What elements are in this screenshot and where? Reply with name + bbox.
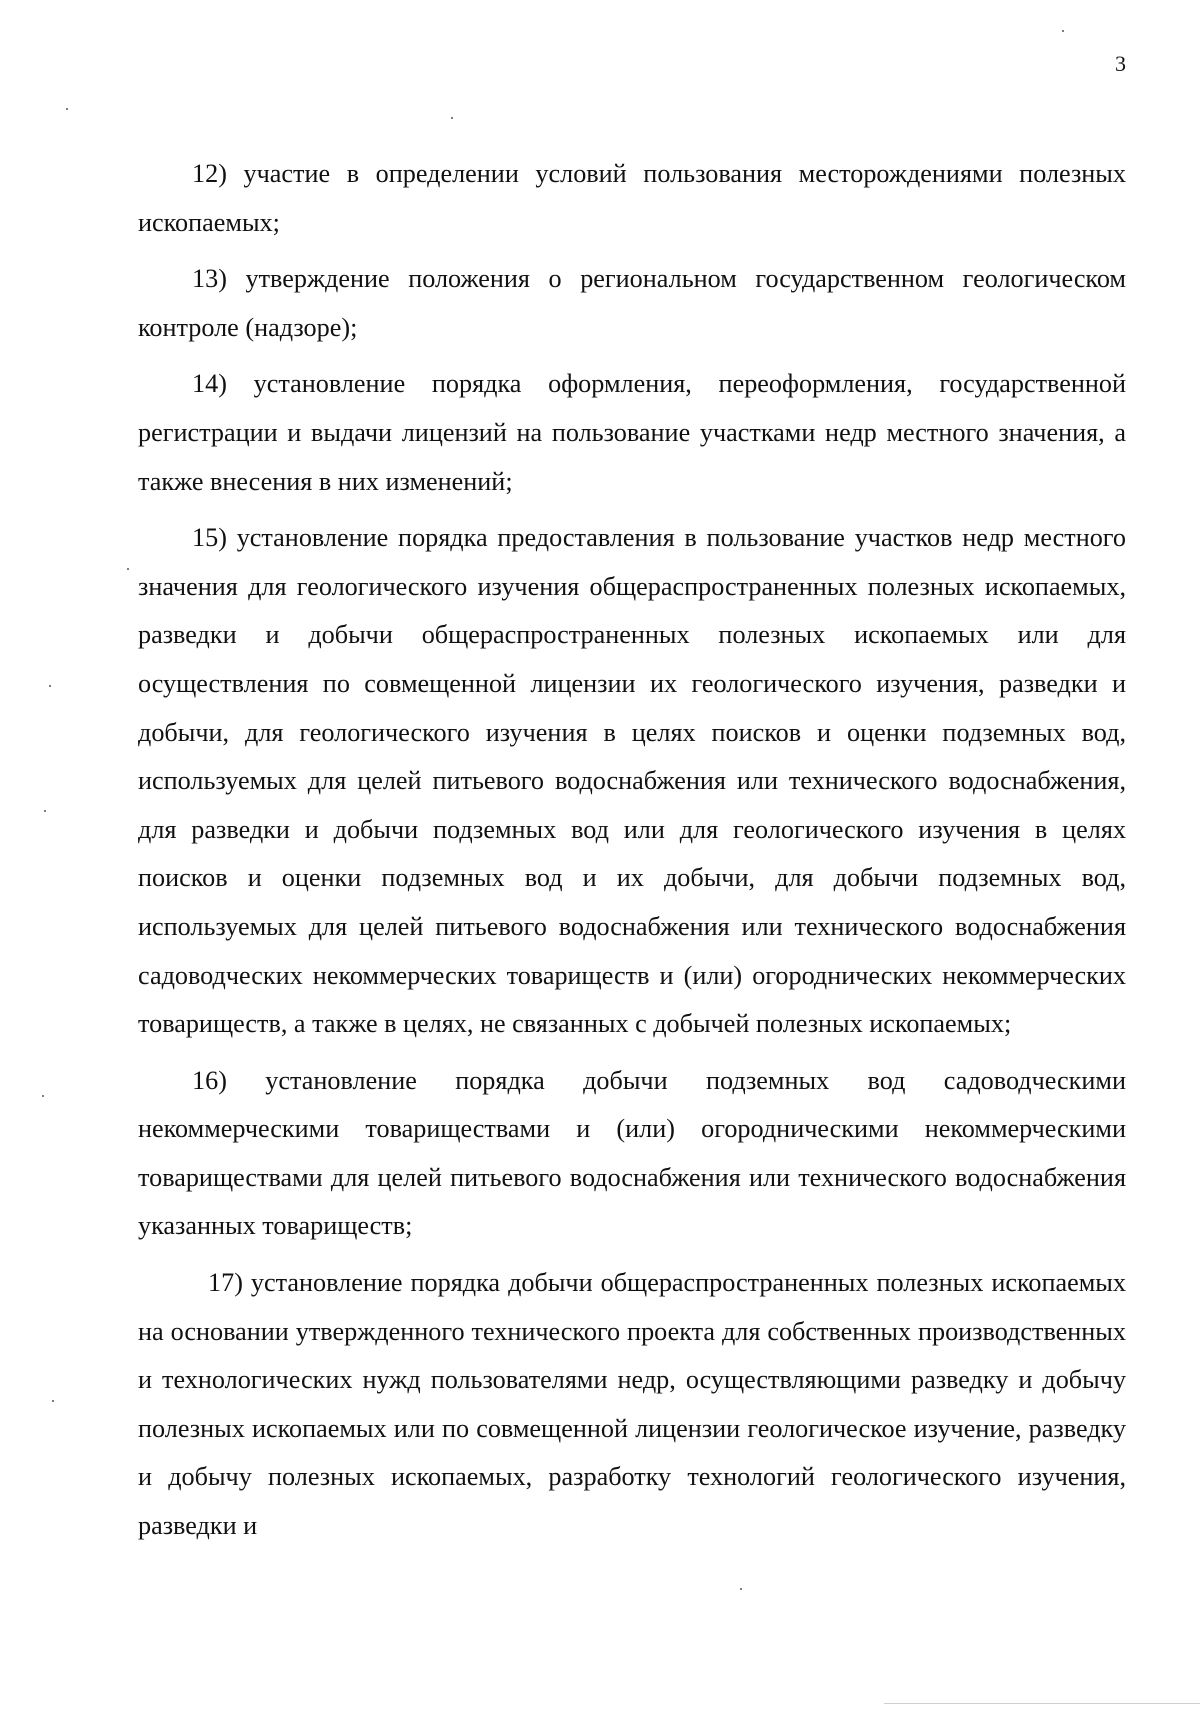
scan-speck — [49, 685, 51, 687]
paragraph-item-15: 15) установление порядка предоставления в пользование участков недр местного значения для геологического изучения общераспространенных полезных ископаемых, разведки и добычи общераспространенных полезных ископаемых или для осуществления по совмещенной лицензии их геологического изучения, разведки и добычи, для геологического изучения в целях поисков и оценки подземных вод, используемых для целей питьевого водоснабжения или технического водоснабжения, для разведки и добычи подземных вод или для геологического изучения в целях поисков и оценки подземных вод и их добычи, для добычи подземных вод, используемых для целей питьевого водоснабжения или технического водоснабжения садоводческих некоммерческих товариществ и (или) огороднических некоммерческих товариществ, а также в целях, не связанных с добычей полезных ископаемых; — [138, 523, 1126, 1039]
scan-speck — [451, 117, 453, 119]
scan-speck — [52, 1400, 54, 1402]
page-number: 3 — [1115, 51, 1126, 76]
scan-speck — [42, 1095, 44, 1097]
paragraph-item-14: 14) установление порядка оформления, переоформления, государственной регистрации и выдачи лицензий на пользование участками недр местного значения, а также внесения в них изменений; — [138, 369, 1126, 496]
scan-speck — [127, 568, 129, 570]
scan-speck — [66, 108, 68, 110]
paragraph-item-17: 17) установление порядка добычи общераспространенных полезных ископаемых на основании утвержденного технического проекта для собственных производственных и технологических нужд пользователями недр, осуществляющими разведку и добычу полезных ископаемых или по совмещенной лицензии геологическое изучение, разведку и добычу полезных ископаемых, разработку технологий геологического изучения, разведки и — [138, 1268, 1126, 1541]
paragraph-item-12: 12) участие в определении условий пользования месторождениями полезных ископаемых; — [138, 159, 1126, 237]
scan-speck — [44, 810, 46, 812]
document-body — [138, 150, 1126, 1551]
scan-speck — [1062, 30, 1064, 32]
scan-speck — [740, 1588, 742, 1590]
paragraph-item-16: 16) установление порядка добычи подземных вод садоводческими некоммерческими товариществами и (или) огородническими некоммерческими товариществами для целей питьевого водоснабжения или технического водоснабжения указанных товариществ; — [138, 1065, 1126, 1241]
scan-edge-line — [884, 1703, 1200, 1704]
paragraph-item-13: 13) утверждение положения о региональном государственном геологическом контроле (надзоре); — [138, 264, 1126, 342]
